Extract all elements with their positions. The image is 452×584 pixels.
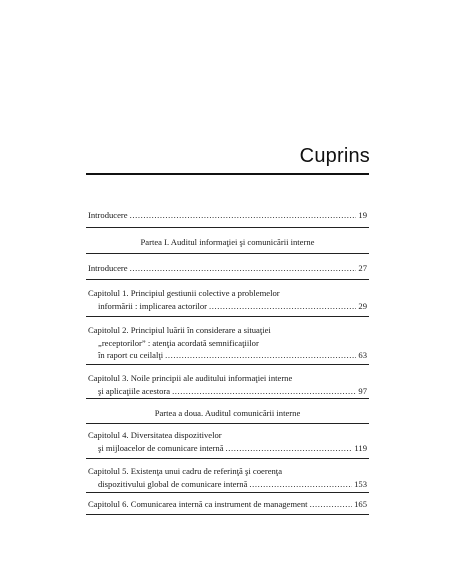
page-number: 119 <box>354 442 367 453</box>
separator-rule <box>86 316 369 317</box>
separator-rule <box>86 514 369 515</box>
dot-leader <box>172 385 356 398</box>
entry-title: Capitolul 4. Diversitatea dispozitivelor <box>88 430 222 440</box>
entry-title: Capitolul 6. Comunicarea internă ca instrument de management <box>88 499 308 509</box>
toc-entry-chapter-5 <box>88 465 367 490</box>
separator-rule <box>86 423 369 424</box>
entry-title-continued: „receptorilor” : atenţia acordată semnificaţiilor <box>98 337 259 348</box>
dot-leader <box>130 262 357 275</box>
page-number: 19 <box>358 210 367 220</box>
part-heading-2: Partea a doua. Auditul comunicării interne <box>154 408 301 418</box>
separator-rule <box>86 279 369 280</box>
entry-title: Capitolul 1. Principiul gestiunii colective a problemelor <box>88 288 280 298</box>
entry-title-continued: în raport cu ceilalţi <box>98 350 164 360</box>
entry-title: Capitolul 2. Principiul luării în considerare a situaţiei <box>88 325 271 335</box>
dot-leader <box>310 498 353 511</box>
page-title: Cuprins <box>299 145 370 167</box>
page-number: 97 <box>358 385 367 396</box>
dot-leader <box>209 300 356 313</box>
separator-rule <box>86 492 369 493</box>
page-number: 153 <box>354 478 367 489</box>
page-number: 63 <box>358 350 367 360</box>
dot-leader <box>226 442 353 455</box>
entry-title: Capitolul 3. Noile principii ale auditului informaţiei interne <box>88 373 293 383</box>
title-rule <box>86 173 369 175</box>
dot-leader <box>130 209 357 222</box>
separator-rule <box>86 227 369 228</box>
separator-rule <box>86 398 369 399</box>
toc-entry-introducere-2 <box>88 262 367 275</box>
separator-rule <box>86 253 369 254</box>
toc-entry-chapter-6 <box>88 498 367 511</box>
toc-entry-chapter-1 <box>88 287 367 312</box>
entry-title: Introducere <box>88 263 128 273</box>
separator-rule <box>86 458 369 459</box>
part-heading-1: Partea I. Auditul informaţiei şi comunicării interne <box>140 237 315 247</box>
entry-title-continued: dispozitivului global de comunicare internă <box>98 478 248 489</box>
page-number: 165 <box>354 499 367 509</box>
page-number: 27 <box>358 263 367 273</box>
page-number: 29 <box>358 300 367 311</box>
entry-title: Capitolul 5. Existenţa unui cadru de referinţă şi coerenţa <box>88 466 283 476</box>
toc-entry-chapter-4 <box>88 429 367 454</box>
toc-entry-chapter-2 <box>88 324 367 362</box>
dot-leader <box>249 478 352 491</box>
toc-entry-chapter-3 <box>88 372 367 397</box>
toc-entry-introducere-1 <box>88 209 367 222</box>
entry-title-continued: informării : implicarea actorilor <box>98 300 208 311</box>
dot-leader <box>165 349 356 362</box>
separator-rule <box>86 364 369 365</box>
entry-title: Introducere <box>88 210 128 220</box>
entry-title-continued: şi aplicaţiile acestora <box>98 385 171 396</box>
entry-title-continued: şi mijloacelor de comunicare internă <box>98 442 224 453</box>
